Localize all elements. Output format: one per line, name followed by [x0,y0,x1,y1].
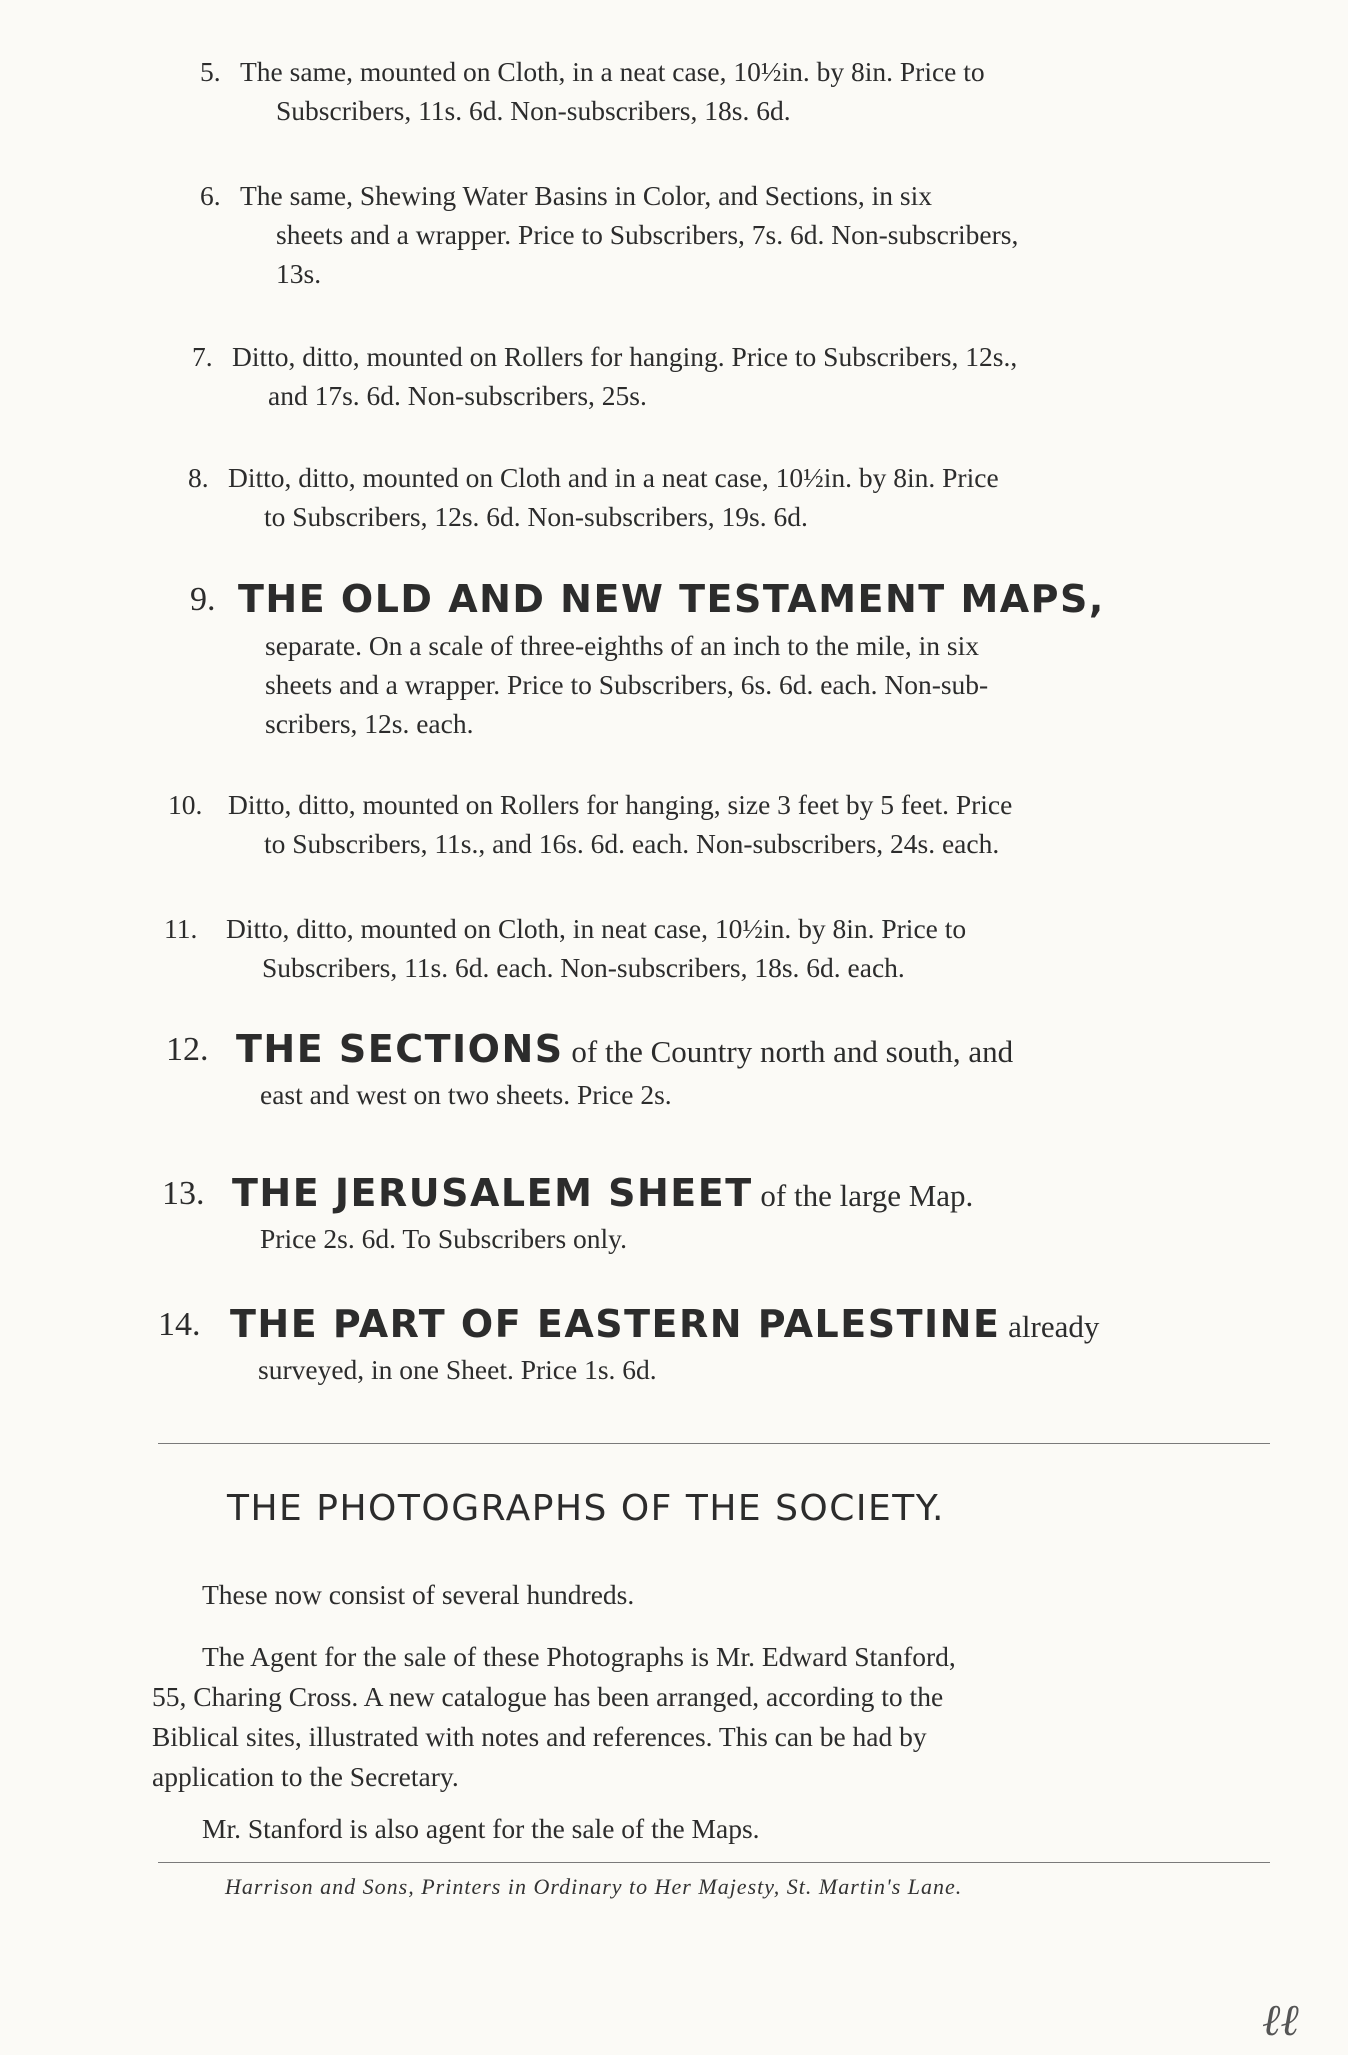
item-number: 12. [166,1031,209,1068]
item-line: sheets and a wrapper. Price to Subscribers, 7s. 6d. Non-subscribers, [276,219,1019,250]
paragraph-line: 55, Charing Cross. A new catalogue has been arranged, according to the [152,1681,944,1712]
item-line: The same, mounted on Cloth, in a neat case, 10½in. by 8in. Price to [240,56,985,87]
item-number: 10. [168,789,203,820]
item-line: Ditto, ditto, mounted on Cloth, in neat case, 10½in. by 8in. Price to [226,913,967,944]
item-line: 13s. [276,258,322,289]
item-line: sheets and a wrapper. Price to Subscribers, 6s. 6d. each. Non-sub- [265,669,989,700]
item-line: to Subscribers, 11s., and 16s. 6d. each. Non-subscribers, 24s. each. [264,828,1000,859]
list-item-6 [200,176,1019,293]
paragraph [152,1637,956,1797]
item-number: 13. [162,1175,205,1212]
handwritten-mark: ℓℓ [1262,1996,1299,2045]
section-heading: THE PHOTOGRAPHS OF THE SOCIETY. [227,1488,945,1529]
item-line: Ditto, ditto, mounted on Rollers for hanging, size 3 feet by 5 feet. Price [228,789,1013,820]
item-line: to Subscribers, 12s. 6d. Non-subscribers, 19s. 6d. [264,501,808,532]
footer-divider [158,1862,1270,1863]
item-line: Subscribers, 11s. 6d. Non-subscribers, 18s. 6d. [276,95,791,126]
list-item-7 [192,337,1018,415]
item-title: THE OLD AND NEW TESTAMENT MAPS, [238,577,1105,621]
item-line: scribers, 12s. each. [265,708,474,739]
item-line: separate. On a scale of three-eighths of an inch to the mile, in six [265,630,979,661]
paragraph-line: The Agent for the sale of these Photographs is Mr. Edward Stanford, [202,1641,956,1672]
item-line: Subscribers, 11s. 6d. each. Non-subscribers, 18s. 6d. each. [262,952,905,983]
item-number: 14. [158,1306,201,1343]
item-line: Ditto, ditto, mounted on Cloth and in a neat case, 10½in. by 8in. Price [228,462,999,493]
item-number: 7. [192,341,213,372]
printer-imprint: Harrison and Sons, Printers in Ordinary to Her Majesty, St. Martin's Lane. [225,1874,963,1899]
item-number: 8. [188,462,209,493]
list-item-11 [164,909,967,987]
list-item-9 [190,576,1105,743]
item-line: and 17s. 6d. Non-subscribers, 25s. [268,380,647,411]
item-line: surveyed, in one Sheet. Price 1s. 6d. [258,1354,657,1385]
list-item-5 [200,52,985,130]
list-item-10 [168,785,1013,863]
paragraph: Mr. Stanford is also agent for the sale of the Maps. [202,1813,760,1844]
item-line: Ditto, ditto, mounted on Rollers for hanging. Price to Subscribers, 12s., [232,341,1018,372]
item-title-rest: of the large Map. [752,1178,974,1213]
paragraph-line: Biblical sites, illustrated with notes and references. This can be had by [152,1721,927,1752]
item-title-rest: of the Country north and south, and [563,1034,1014,1069]
item-title: THE SECTIONS [236,1027,564,1071]
item-number: 9. [190,581,216,618]
list-item-13 [162,1170,974,1258]
item-title: THE PART OF EASTERN PALESTINE [230,1302,1001,1346]
item-number: 6. [200,180,221,211]
item-title: THE JERUSALEM SHEET [232,1171,753,1215]
item-line: The same, Shewing Water Basins in Color, and Sections, in six [240,180,932,211]
list-item-14 [158,1301,1100,1389]
item-number: 11. [164,913,198,944]
item-line: east and west on two sheets. Price 2s. [260,1079,672,1110]
item-number: 5. [200,56,221,87]
item-line: Price 2s. 6d. To Subscribers only. [260,1223,628,1254]
item-title-rest: already [1000,1309,1100,1344]
list-item-8 [188,458,999,536]
paragraph-line: application to the Secretary. [152,1761,459,1792]
paragraph: These now consist of several hundreds. [202,1579,635,1610]
list-item-12 [166,1026,1014,1114]
section-divider [158,1443,1270,1444]
